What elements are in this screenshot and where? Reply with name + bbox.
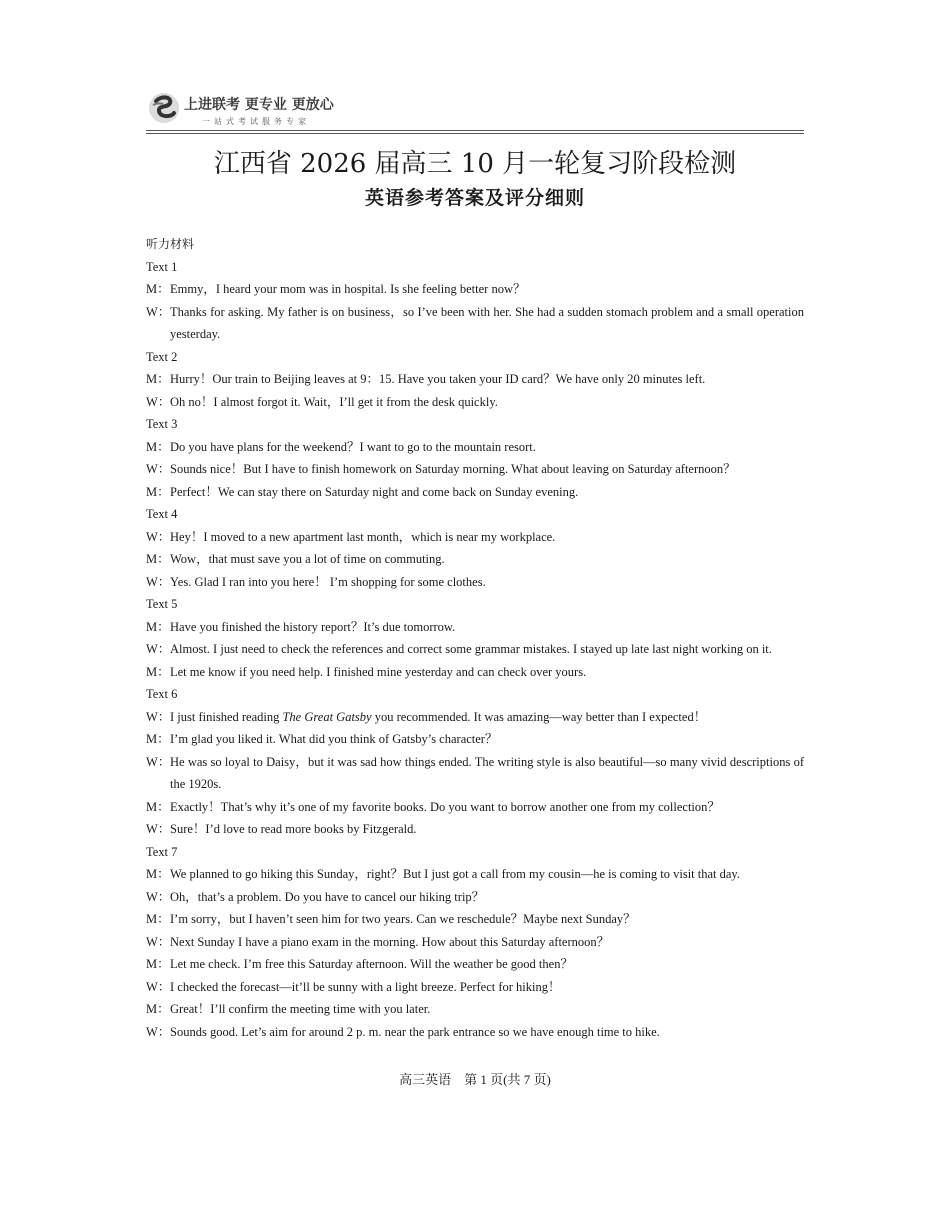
dialogue-line (146, 301, 804, 346)
logo-slogan: 上进联考 更专业 更放心 (184, 97, 334, 113)
speaker-label: M： (146, 372, 170, 386)
brand-logo-icon (148, 91, 180, 125)
speaker-label: W： (146, 934, 171, 949)
line-text: Have you finished the history report？It’s due tomorrow. (170, 619, 456, 634)
speaker-label: M： (146, 732, 170, 746)
line-text: Sure！I’d love to read more books by Fitzgerald. (170, 822, 417, 836)
speaker-label: W： (146, 574, 171, 589)
speaker-label: W： (146, 642, 171, 656)
dialogue-line (146, 436, 804, 459)
dialogue-line (146, 1021, 804, 1044)
line-text: Do you have plans for the weekend？I want to go to the mountain resort. (170, 439, 536, 454)
speaker-label: M： (146, 619, 170, 634)
line-text: Emmy，I heard your mom was in hospital. Is she feeling better now？ (170, 282, 526, 296)
line-text: Hey！I moved to a new apartment last month，which is near my workplace. (170, 529, 556, 544)
dialogue-line (146, 571, 804, 594)
line-text: you recommended. It was amazing—way better than I expected！ (371, 709, 707, 724)
dialogue-line (146, 391, 804, 414)
line-text: I’m sorry，but I haven’t seen him for two years. Can we reschedule？Maybe next Sunday？ (170, 912, 636, 926)
line-text: Yes. Glad I ran into you here！ I’m shopping for some clothes. (170, 574, 486, 589)
speaker-label: M： (146, 799, 170, 814)
speaker-label: M： (146, 282, 170, 296)
dialogue-line (146, 638, 804, 661)
dialogue-line (146, 728, 804, 751)
speaker-label: M： (146, 912, 170, 926)
speaker-label: W： (146, 1024, 171, 1039)
line-text: Oh，that’s a problem. Do you have to cancel our hiking trip？ (170, 889, 485, 904)
dialogue-line (146, 458, 804, 481)
book-title: The Great Gatsby (282, 709, 372, 724)
speaker-label: M： (146, 664, 170, 679)
dialogue-line (146, 751, 804, 796)
header-divider (146, 130, 804, 131)
speaker-label: W： (146, 394, 171, 409)
dialogue-line (146, 368, 804, 391)
speaker-label: W： (146, 529, 171, 544)
dialogue-line (146, 863, 804, 886)
dialogue-line (146, 931, 804, 954)
section-label: 听力材料 (146, 237, 195, 251)
line-text: Almost. I just need to check the references and correct some grammar mistakes. I stayed up late last night working on it. (170, 642, 772, 656)
dialogue-line (146, 908, 804, 931)
header-divider-thin (146, 133, 804, 134)
dialogue-line (146, 998, 804, 1021)
dialogue-line (146, 548, 804, 571)
dialogue-line (146, 616, 804, 639)
dialogue-line (146, 278, 804, 301)
line-text: Thanks for asking. My father is on business，so I’ve been with her. She had a sudden stomach problem and a small operation yesterday. (170, 304, 804, 341)
page-subtitle: 英语参考答案及评分细则 (364, 187, 585, 209)
line-text: Wow，that must save you a lot of time on commuting. (170, 552, 445, 566)
line-text: Sounds good. Let’s aim for around 2 p. m. near the park entrance so we have enough time to hike. (170, 1024, 660, 1039)
line-text: Great！I’ll confirm the meeting time with you later. (170, 1002, 431, 1016)
text-label: Text 4 (146, 507, 178, 521)
speaker-label: M： (146, 957, 170, 971)
speaker-label: W： (146, 709, 171, 724)
text-label: Text 3 (146, 417, 178, 431)
line-text: Sounds nice！But I have to finish homework on Saturday morning. What about leaving on Saturday afternoon？ (170, 462, 736, 476)
dialogue-line (146, 661, 804, 684)
header-logo (146, 90, 804, 134)
dialogue-line (146, 976, 804, 999)
dialogue-line (146, 818, 804, 841)
speaker-label: M： (146, 484, 170, 499)
line-text: We planned to go hiking this Sunday，right？But I just got a call from my cousin—he is coming to visit that day. (170, 867, 740, 881)
text-label: Text 5 (146, 597, 178, 611)
line-text: Let me check. I’m free this Saturday afternoon. Will the weather be good then？ (170, 957, 573, 971)
speaker-label: W： (146, 889, 171, 904)
text-label: Text 7 (146, 844, 178, 859)
line-text: Let me know if you need help. I finished mine yesterday and can check over yours. (170, 664, 587, 679)
text-label: Text 2 (146, 349, 178, 364)
speaker-label: W： (146, 462, 171, 476)
line-text: Oh no！I almost forgot it. Wait，I’ll get it from the desk quickly. (170, 394, 498, 409)
speaker-label: M： (146, 552, 170, 566)
line-text: Next Sunday I have a piano exam in the morning. How about this Saturday afternoon？ (170, 934, 610, 949)
text-label: Text 6 (146, 687, 178, 701)
speaker-label: M： (146, 439, 170, 454)
line-text: He was so loyal to Daisy，but it was sad how things ended. The writing style is also beautiful—so many vivid descriptions of the 1920s. (170, 754, 804, 791)
listening-material (146, 233, 804, 1043)
dialogue-line (146, 706, 804, 729)
speaker-label: W： (146, 979, 171, 994)
text-label: Text 1 (146, 259, 178, 274)
line-text: Hurry！Our train to Beijing leaves at 9：15. Have you taken your ID card？We have only 20 minutes left. (170, 372, 706, 386)
page-footer: 高三英语 第 1 页(共 7 页) (399, 1072, 551, 1087)
texts-container (146, 256, 804, 1044)
speaker-label: W： (146, 822, 171, 836)
dialogue-line (146, 796, 804, 819)
speaker-label: W： (146, 304, 171, 319)
page-title: 江西省 2026 届高三 10 月一轮复习阶段检测 (213, 149, 737, 179)
dialogue-line (146, 526, 804, 549)
line-text: I’m glad you liked it. What did you think of Gatsby’s character？ (170, 732, 498, 746)
dialogue-line (146, 886, 804, 909)
logo-sub-slogan: 一站式考试服务专家 (202, 117, 310, 126)
dialogue-line (146, 953, 804, 976)
speaker-label: M： (146, 1002, 170, 1016)
dialogue-line (146, 481, 804, 504)
line-text: Perfect！We can stay there on Saturday night and come back on Sunday evening. (170, 484, 579, 499)
speaker-label: M： (146, 867, 170, 881)
speaker-label: W： (146, 754, 171, 769)
line-text: I checked the forecast—it’ll be sunny with a light breeze. Perfect for hiking！ (170, 979, 561, 994)
line-text: Exactly！That’s why it’s one of my favorite books. Do you want to borrow another one from my collection？ (170, 799, 720, 814)
line-text: I just finished reading (170, 709, 283, 724)
